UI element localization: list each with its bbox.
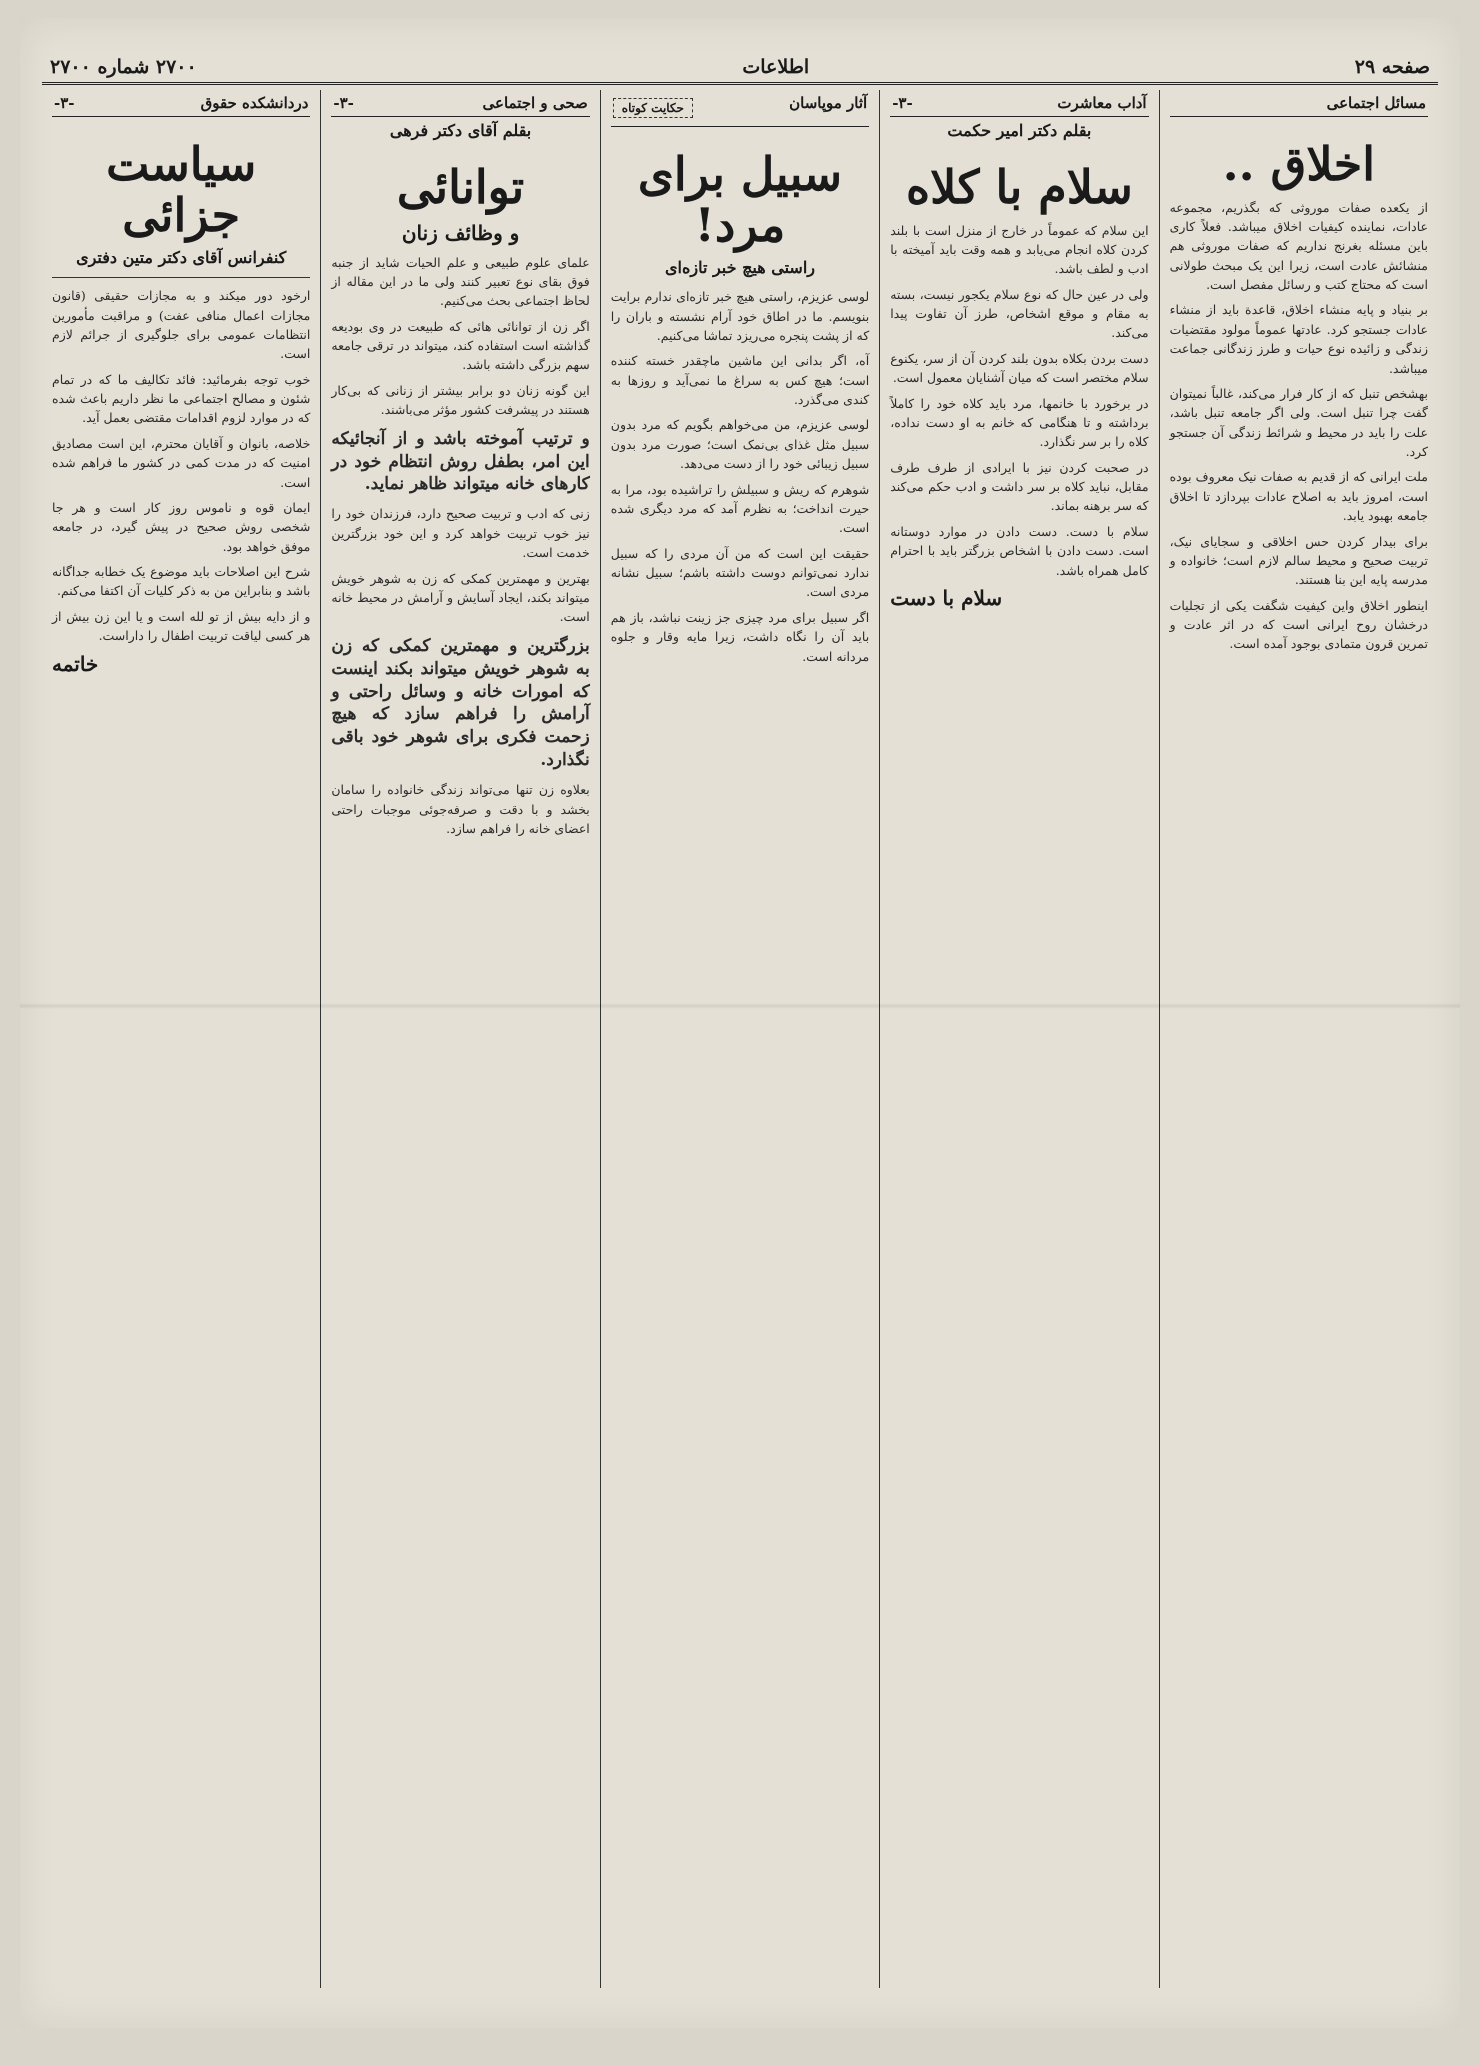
- paragraph: ارخود دور میکند و به مجازات حقیقی (قانون مجازات اعمال منافی عفت) و مراقبت مأمورین انتظامات عمومی برای جلوگیری از جرائم لازم است.: [51, 288, 311, 362]
- column-criminal-policy: [42, 90, 320, 1988]
- page-ref: -۳-: [892, 94, 913, 112]
- paragraph: بعلاوه زن تنها می‌تواند زندگی خانواده را سامان بخشد و با دقت و صرفه‌جوئی موجبات راحتی اعضای خانه را فراهم سازد.: [331, 782, 590, 837]
- paragraph: خلاصه، بانوان و آقایان محترم، این است مصادیق امنیت که در مدت کمی در کشور ما فراهم شده است.: [51, 435, 311, 490]
- paragraph: اینطور اخلاق واین کیفیت شگفت یکی از تجلیات درخشان روح ایرانی است که در اثر عادت و تمرین قرون متمادی بوجود آمده است.: [1169, 597, 1428, 652]
- article-byline: بقلم دکتر امیر حکمت: [947, 121, 1092, 140]
- issue-number: ۲۷۰۰ شماره ۲۷۰۰: [50, 56, 197, 78]
- paragraph: لوسی عزیزم، راستی هیچ خبر تازه‌ای ندارم برایت بنویسم. ما در اطاق خود آرام نشسته و باران را که از پشت پنجره می‌ریزد تماشا می‌کنیم.: [610, 289, 870, 343]
- page-number: صفحه ۲۹: [1354, 56, 1430, 78]
- article-headline: سبیل برای مرد!: [637, 147, 843, 252]
- paragraph: بهترین و مهمترین کمکی که زن به شوهر خویش میتواند بکند، ایجاد آسایش و آرامش در محیط خانه است.: [331, 570, 590, 625]
- section-title: آداب معاشرت: [1057, 94, 1147, 112]
- paragraph: این گونه زنان دو برابر بیشتر از زنانی که بی‌کار هستند در پیشرفت کشور مؤثر می‌باشند.: [331, 382, 590, 418]
- paragraph: حقیقت این است که من آن مردی را که سبیل ندارد نمی‌توانم دوست داشته باشم؛ سبیل نشانه مردی است.: [610, 545, 870, 600]
- paragraph: آه، اگر بدانی این ماشین ماچقدر خسته کننده است؛ هیچ کس به سراغ ما نمی‌آید و روزها به کندی می‌گذرد.: [610, 353, 870, 408]
- paragraph: ایمان قوه و ناموس روز کار است و هر جا شخصی روش صحیح در پیش گیرد، در جامعه موفق خواهد بود.: [51, 499, 311, 554]
- paragraph: شوهرم که ریش و سبیلش را تراشیده بود، مرا به حیرت انداخت؛ به نظرم آمد که مرد دیگری شده است.: [610, 481, 870, 536]
- paragraph: شرح این اصلاحات باید موضوع یک خطابه جداگانه باشد و بنابراین من به ذکر کلیات آن اکتفا می‌کنم.: [51, 564, 311, 599]
- article-byline: راستی هیچ خبر تازه‌ای: [664, 258, 815, 278]
- column-mustache: [600, 90, 879, 1988]
- section-title: مسائل اجتماعی: [1326, 94, 1426, 112]
- page-ref: -۳-: [333, 94, 354, 112]
- pull-quote: بزرگترین و مهمترین کمکی که زن به شوهر خویش میتواند بکند اینست که امورات خانه و وسائل راحتی و آرامش را فراهم سازد که هیچ زحمت فکری برای شوهر خود باقی نگذارد.: [331, 635, 590, 771]
- pull-quote: و ترتیب آموخته باشد و از آنجائیکه این امر، بطفل روش انتظام خود در کارهای خانه میتواند ظاهر نماید.: [331, 428, 590, 495]
- paragraph: زنی که ادب و تربیت صحیح دارد، فرزندان خود را نیز خوب تربیت خواهد کرد و این خود بزرگترین خدمت است.: [331, 506, 590, 561]
- section-title: دردانشکده حقوق: [200, 94, 309, 112]
- paragraph: اگر زن از توانائی هائی که طبیعت در وی بودیعه گذاشته است استفاده کند، میتواند در ترقی جامعه سهم بزرگی داشته باشد.: [331, 318, 590, 373]
- section-label: [52, 90, 310, 117]
- column-ethics: [1159, 90, 1438, 1988]
- subsection-heading: سلام با دست: [890, 585, 1003, 610]
- paragraph: اگر سبیل برای مرد چیزی جز زینت نباشد، باز هم باید آن را نگاه داشت، زیرا مایه وقار و جلوه مردانه است.: [610, 609, 870, 664]
- section-title: صحی و اجتماعی: [482, 94, 588, 112]
- column-power: [320, 90, 599, 1988]
- article-byline: بقلم آقای دکتر فرهی: [389, 121, 532, 140]
- column-greeting: [879, 90, 1158, 1988]
- article-body: [1170, 198, 1428, 654]
- divider: [52, 277, 310, 278]
- article-headline: سیاست جزائی: [106, 137, 257, 242]
- paragraph: لوسی عزیزم، من می‌خواهم بگویم که مرد بدون سبیل مثل غذای بی‌نمک است؛ صورت مرد بدون سبیل زیبائی خود را از دست می‌دهد.: [610, 417, 870, 472]
- paragraph: و از دایه بیش از تو لله است و یا این زن بیش از هر کسی لیاقت تربیت اطفال را داراست.: [51, 608, 311, 644]
- paragraph: سلام با دست. دست دادن در موارد دوستانه است. دست دادن با اشخاص بزرگتر باید با احترام کامل همراه باشد.: [890, 523, 1149, 578]
- section-label: [611, 90, 869, 127]
- article-headline: سلام با کلاه: [906, 160, 1133, 214]
- section-title: آثار موپاسان: [789, 94, 868, 112]
- article-headline: توانائی: [396, 160, 525, 214]
- newspaper-page: [20, 18, 1460, 2028]
- article-body: [52, 286, 310, 645]
- article-subhead: و وظائف زنان: [401, 220, 520, 245]
- article-body: [890, 221, 1148, 580]
- article-body: [611, 287, 869, 666]
- article-byline: کنفرانس آقای دکتر متین دفتری: [76, 248, 287, 268]
- paragraph: خوب توجه بفرمائید: فائد تکالیف ما که در تمام شئون و مصالح اجتماعی ما نظر داریم باعث شده که در موارد لزوم اقدامات مقتضی بعمل آید.: [51, 371, 311, 426]
- paragraph: ملت ایرانی که از قدیم به صفات نیک معروف بوده است، امروز باید به اصلاح عادات بپردازد تا اخلاق جامعه بهبود یابد.: [1169, 469, 1428, 524]
- page-fold: [20, 1003, 1460, 1009]
- paragraph: برای بیدار کردن حس اخلاقی و سجایای نیک، تربیت صحیح و محیط سالم لازم است؛ خانواده و مدرسه پایه این بنا هستند.: [1169, 533, 1428, 588]
- paragraph: در صحبت کردن نیز با ایرادی از طرف طرف مقابل، نباید کلاه بر سر داشت و ادب حکم می‌کند که سر برهنه بماند.: [890, 459, 1149, 514]
- section-label: [1170, 90, 1428, 117]
- story-type-badge: حکایت کوتاه: [613, 98, 693, 118]
- columns: [42, 90, 1438, 1988]
- paragraph: علمای علوم طبیعی و علم الحیات شاید از جنبه فوق بقای نوع تعبیر کنند ولی ما در این مقاله از لحاظ اجتماعی بحث می‌کنیم.: [331, 254, 590, 309]
- section-label: [331, 90, 589, 117]
- newspaper-title: اطلاعات: [742, 56, 810, 78]
- article-body: [331, 253, 589, 839]
- paragraph: بر بنیاد و پایه منشاء اخلاق، قاعدة باید از منشاء عادات جستجو کرد. عادتها عموماً مولود مقتضیات زندگی و زائیده نوع حیات و طرز زندگانی جماعت میباشد.: [1169, 302, 1428, 376]
- masthead: [42, 52, 1438, 85]
- article-end-mark: خاتمه: [51, 651, 99, 676]
- paragraph: این سلام که عموماً در خارج از منزل است با بلند کردن کلاه انجام می‌یابد و همه وقت باید آمیخته با ادب و لطف باشد.: [890, 222, 1149, 277]
- article-headline: اخلاق ..: [1222, 137, 1375, 191]
- section-label: [890, 90, 1148, 117]
- paragraph: دست بردن بکلاه بدون بلند کردن آن از سر، یکنوع سلام مختصر است که میان آشنایان معمول است.: [890, 350, 1149, 386]
- paragraph: از یکعده صفات موروثی که بگذریم، مجموعه عادات، نماینده کیفیات اخلاق میباشد. فعلاً کاری باین مسئله بغرنج نداریم که صفات موروثی هم منشائش عادت است، زیرا این یک مبحث طولانی است که محتاج کتب و رسائل مفصل است.: [1169, 199, 1428, 293]
- paragraph: ولی در عین حال که نوع سلام یکجور نیست، بسته به مقام و موقع اشخاص، طرز آن تفاوت پیدا می‌کند.: [890, 286, 1149, 341]
- page-ref: -۳-: [53, 94, 75, 112]
- paragraph: بهشخص تنبل که از کار فرار می‌کند، غالباً نمیتوان گفت چرا تنبل است. ولی اگر جامعه تنبل باشد، علت را باید در محیط و شرائط زندگی آن جستجو کرد.: [1169, 385, 1428, 460]
- paragraph: در برخورد با خانمها، مرد باید کلاه خود را کاملاً برداشته و تا هنگامی که خانم به او دست نداده، کلاه را بر سر نگذارد.: [890, 395, 1149, 450]
